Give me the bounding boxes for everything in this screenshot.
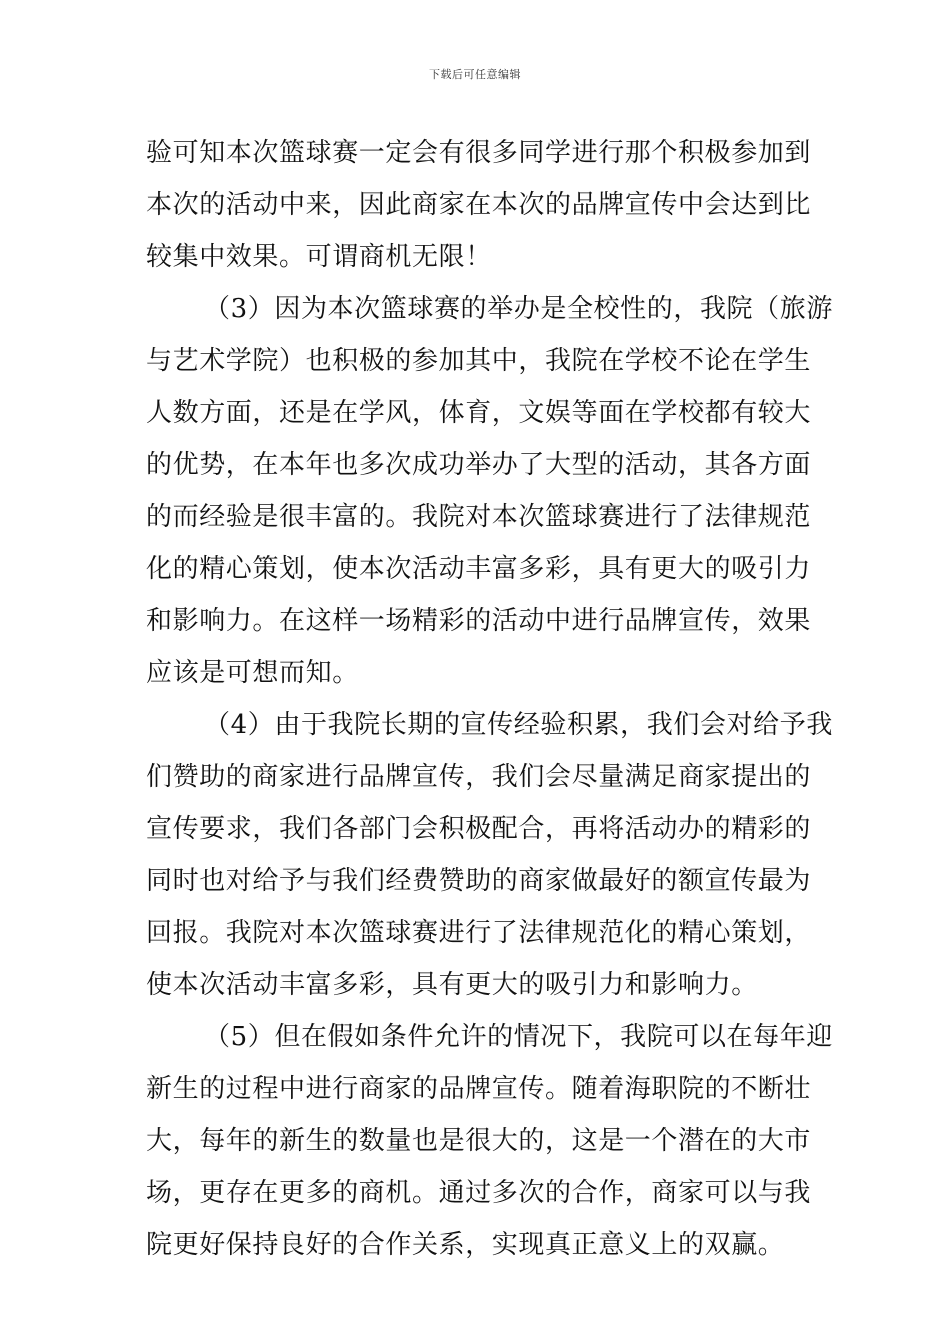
- paragraph-4-line-2: 新生的过程中进行商家的品牌宣传。随着海职院的不断壮: [146, 1074, 812, 1104]
- paragraph-2-line-7: 和影响力。在这样一场精彩的活动中进行品牌宣传，效果: [146, 606, 812, 636]
- paragraph-4-line-4: 场，更存在更多的商机。通过多次的合作，商家可以与我: [146, 1178, 812, 1208]
- paragraph-2-line-2: 与艺术学院）也积极的参加其中，我院在学校不论在学生: [146, 346, 812, 376]
- paragraph-1-line-3: 较集中效果。可谓商机无限！: [146, 242, 492, 272]
- paragraph-2-line-3: 人数方面，还是在学风，体育，文娱等面在学校都有较大: [146, 398, 812, 428]
- paragraph-2-line-5: 的而经验是很丰富的。我院对本次篮球赛进行了法律规范: [146, 502, 812, 532]
- paragraph-3-line-3: 宣传要求，我们各部门会积极配合，再将活动办的精彩的: [146, 814, 812, 844]
- header-note: 下载后可任意编辑: [429, 68, 521, 81]
- paragraph-3-line-6: 使本次活动丰富多彩，具有更大的吸引力和影响力。: [146, 970, 758, 1000]
- paragraph-3-line-2: 们赞助的商家进行品牌宣传，我们会尽量满足商家提出的: [146, 762, 812, 792]
- paragraph-2-line-6: 化的精心策划，使本次活动丰富多彩，具有更大的吸引力: [146, 554, 812, 584]
- document-body: [146, 127, 833, 1271]
- paragraph-3-line-4: 同时也对给予与我们经费赞助的商家做最好的额宣传最为: [146, 866, 812, 896]
- paragraph-4-line-1: （5）但在假如条件允许的情况下，我院可以在每年迎: [204, 1022, 833, 1052]
- paragraph-2-line-4: 的优势，在本年也多次成功举办了大型的活动，其各方面: [146, 450, 812, 480]
- paragraph-4-line-5: 院更好保持良好的合作关系，实现真正意义上的双赢。: [146, 1230, 785, 1260]
- paragraph-2-line-8: 应该是可想而知。: [146, 658, 359, 688]
- paragraph-3-line-1: （4）由于我院长期的宣传经验积累，我们会对给予我: [204, 710, 833, 740]
- paragraph-3-line-5: 回报。我院对本次篮球赛进行了法律规范化的精心策划，: [146, 918, 812, 948]
- paragraph-1-line-1: 验可知本次篮球赛一定会有很多同学进行那个积极参加到: [146, 138, 812, 168]
- paragraph-1-line-2: 本次的活动中来，因此商家在本次的品牌宣传中会达到比: [146, 190, 812, 220]
- paragraph-4-line-3: 大，每年的新生的数量也是很大的，这是一个潜在的大市: [146, 1126, 812, 1156]
- paragraph-2-line-1: （3）因为本次篮球赛的举办是全校性的，我院（旅游: [204, 294, 833, 324]
